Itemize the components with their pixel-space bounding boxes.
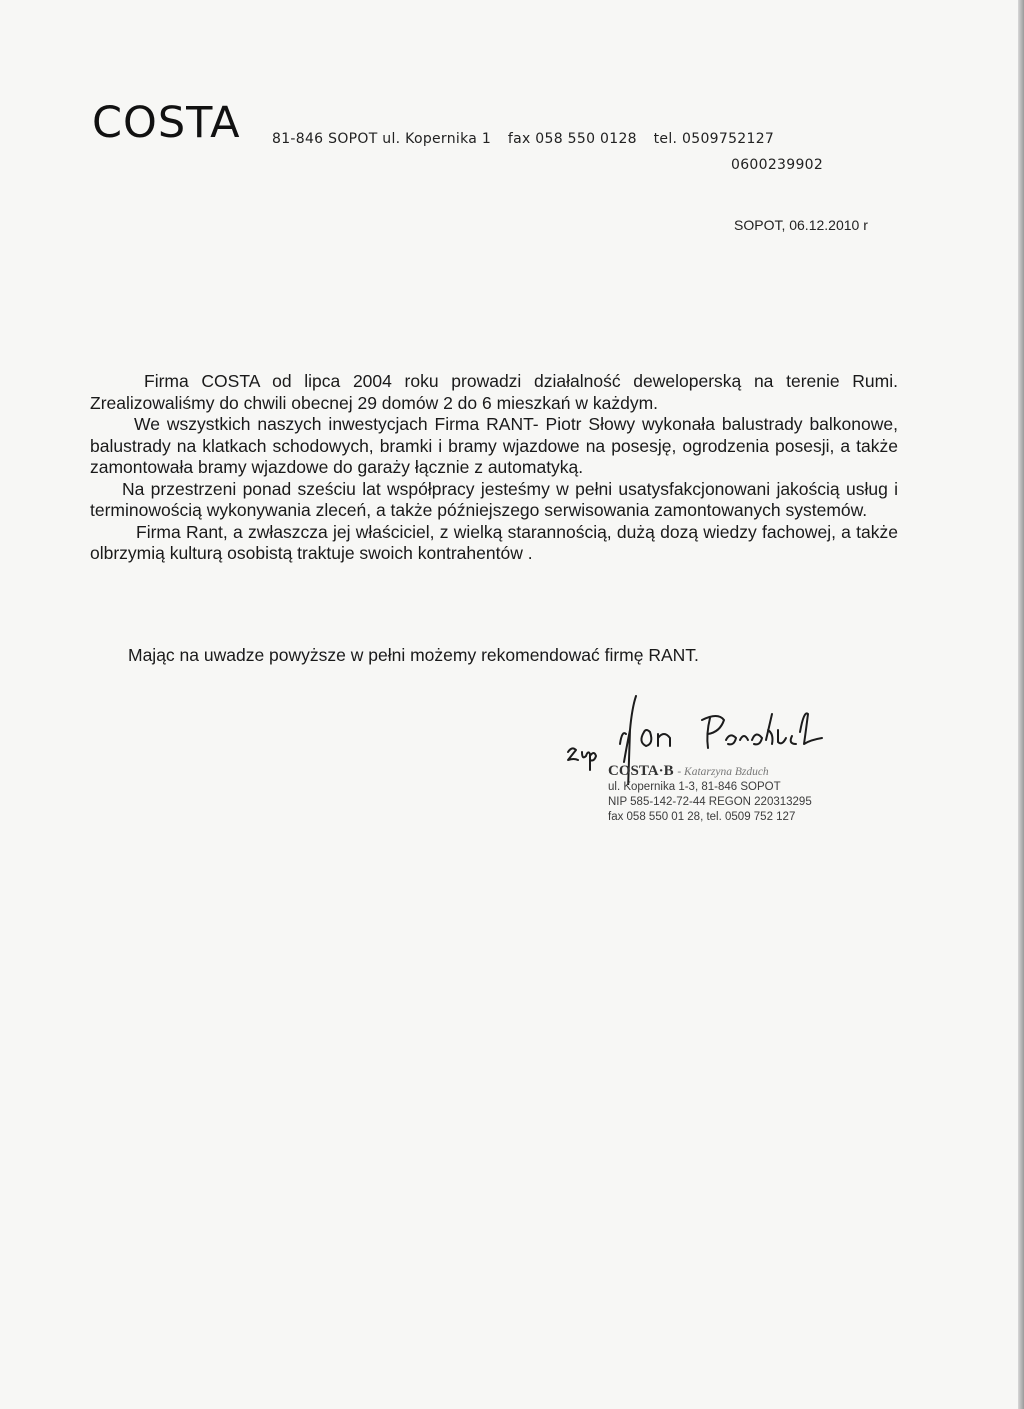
paragraph-2: We wszystkich naszych inwestycjach Firma RANT- Piotr Słowy wykonała balustrady balkonowe, balustrady na klatkach schodowych, bramki i bramy wjazdowe na posesję, ogrodzenia posesji, a także zamontowała bramy wjazdowe do garaży łącznie z automatyką. — [90, 414, 898, 477]
letterhead-tel2: 0600239902 — [731, 157, 824, 173]
company-stamp — [608, 764, 868, 825]
signature-text: z up. Ilona Bzduch — [560, 690, 569, 691]
letterhead-tel: tel. 0509752127 — [653, 131, 775, 147]
letter-body — [90, 371, 898, 565]
stamp-registration: NIP 585-142-72-44 REGON 220313295 — [608, 796, 812, 808]
stamp-owner: - Katarzyna Bzduch — [677, 766, 769, 778]
paragraph-1: Firma COSTA od lipca 2004 roku prowadzi działalność deweloperską na terenie Rumi. Zrealizowaliśmy do chwili obecnej 29 domów 2 do 6 mieszkań w każdym. — [90, 371, 898, 413]
stamp-header — [608, 764, 868, 780]
stamp-company-name: COSTA·B — [608, 763, 674, 779]
paragraph-4: Firma Rant, a zwłaszcza jej właściciel, z wielką starannością, dużą dozą wiedzy fachowej, a także olbrzymią kulturą osobistą traktuje swoich kontrahentów . — [90, 521, 898, 563]
stamp-address: ul. Kopernika 1-3, 81-846 SOPOT — [608, 781, 781, 793]
letterhead-address: 81-846 SOPOT ul. Kopernika 1 — [272, 131, 492, 147]
stamp-phone: fax 058 550 01 28, tel. 0509 752 127 — [608, 811, 796, 823]
paragraph-3: Na przestrzeni ponad sześciu lat współpracy jesteśmy w pełni usatysfakcjonowani jakością usług i terminowością wykonywania zleceń, a także późniejszego serwisowania zamontowanych systemów. — [90, 478, 898, 520]
company-logo: COSTA — [92, 98, 241, 148]
letterhead-contact — [272, 131, 786, 147]
letterhead-fax: fax 058 550 0128 — [507, 131, 637, 147]
closing-sentence: Mając na uwadze powyższe w pełni możemy rekomendować firmę RANT. — [128, 645, 699, 665]
place-date: SOPOT, 06.12.2010 r — [734, 217, 868, 233]
scan-edge — [1018, 0, 1024, 1409]
